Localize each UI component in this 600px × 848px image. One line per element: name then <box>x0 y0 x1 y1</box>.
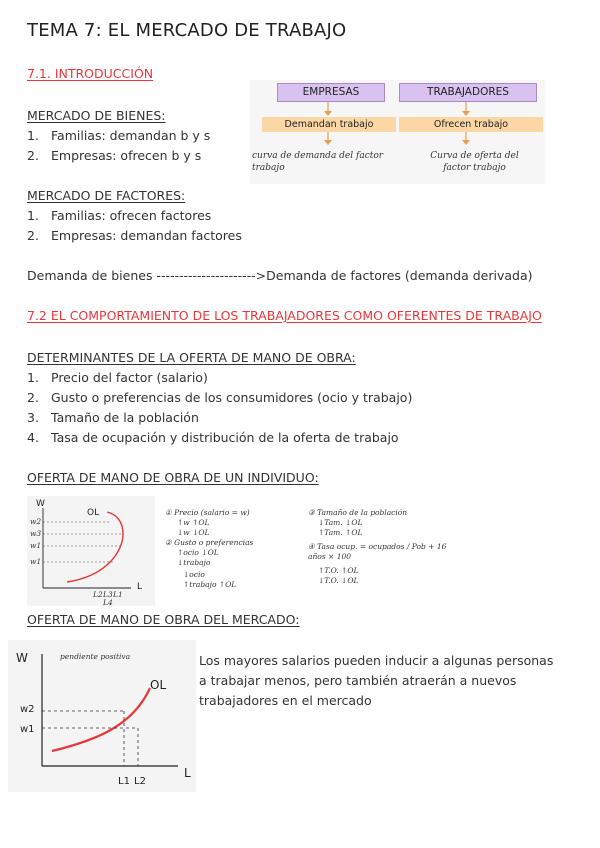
individuo-x-tick: L2 <box>93 590 103 599</box>
individuo-y-tick: w1 <box>30 541 42 550</box>
individuo-y-tick: w3 <box>30 529 42 538</box>
mercado-factores-heading: MERCADO DE FACTORES: <box>27 188 186 203</box>
page-title: TEMA 7: EL MERCADO DE TRABAJO <box>27 20 347 41</box>
mercado-factores-list <box>27 206 287 246</box>
list-item: 3. Tamaño de la población <box>27 410 199 425</box>
individuo-y-tick: w2 <box>30 517 42 526</box>
ofrecen-trabajo-box: Ofrecen trabajo <box>399 117 543 132</box>
individuo-x-tick: L3 <box>103 590 113 599</box>
mercado-bienes-list <box>27 126 257 166</box>
curva-oferta-note: Curva de oferta del factor trabajo <box>430 151 519 173</box>
individuo-graph <box>27 496 155 606</box>
section-heading-comportamiento: 7.2 EL COMPORTAMIENTO DE LOS TRABAJADORES COMO OFERENTES DE TRABAJO <box>27 308 542 323</box>
mercado-w2-label: w2 <box>20 704 35 715</box>
pendiente-note: pendiente positiva <box>60 652 131 661</box>
list-item: 2. Empresas: ofrecen b y s <box>27 148 202 163</box>
list-item: 2. Empresas: demandan factores <box>27 228 242 243</box>
mercado-graph <box>8 640 196 792</box>
individuo-heading: OFERTA DE MANO DE OBRA DE UN INDIVIDUO: <box>27 470 319 485</box>
section-heading-introduccion: 7.1. INTRODUCCIÓN <box>27 66 154 81</box>
mercado-explanation: Los mayores salarios pueden inducir a algunas personas a trabajar menos, pero también atraerán a nuevos trabajadores en el mercado <box>199 653 554 708</box>
mercado-l2-label: L2 <box>134 776 146 787</box>
empresas-trabajadores-diagram <box>250 80 545 184</box>
empresas-box: EMPRESAS <box>277 83 385 102</box>
determinantes-block <box>27 348 587 448</box>
mercado-y-label: W <box>16 651 28 665</box>
individuo-notes-right: ③ Tamaño de la población ↓Tam. ↓OL ↑Tam. ↑OL ④ Tasa ocup. = ocupados / Pob + 16 años × 100 ↑T.O. ↑OL ↓T.O. ↓OL <box>308 508 447 585</box>
mercado-graph-svg <box>8 640 196 792</box>
demandan-trabajo-box: Demandan trabajo <box>262 117 396 132</box>
list-item: 2. Gusto o preferencias de los consumidores (ocio y trabajo) <box>27 390 413 405</box>
mercado-bienes-heading: MERCADO DE BIENES: <box>27 108 166 123</box>
mercado-l1-label: L1 <box>118 776 130 787</box>
mercado-factores-block <box>27 186 287 246</box>
list-item: 1. Familias: ofrecen factores <box>27 208 212 223</box>
mercado-curve-label: OL <box>150 678 167 692</box>
determinantes-list <box>27 368 587 448</box>
mercado-x-label: L <box>184 766 191 780</box>
list-item: 4. Tasa de ocupación y distribución de la oferta de trabajo <box>27 430 399 445</box>
demanda-derivada-line: Demanda de bienes ---------------------->Demanda de factores (demanda derivada) <box>27 268 533 283</box>
individuo-x-tick: L4 <box>103 598 113 607</box>
individuo-y-tick: w1 <box>30 557 42 566</box>
list-item: 1. Familias: demandan b y s <box>27 128 211 143</box>
mercado-bienes-block <box>27 106 257 166</box>
mercado-heading: OFERTA DE MANO DE OBRA DEL MERCADO: <box>27 612 300 627</box>
individuo-y-label: W <box>36 499 45 509</box>
individuo-curve-label: OL <box>87 508 100 518</box>
determinantes-heading: DETERMINANTES DE LA OFERTA DE MANO DE OBRA: <box>27 350 356 365</box>
trabajadores-box: TRABAJADORES <box>399 83 537 102</box>
mercado-w1-label: w1 <box>20 724 35 735</box>
individuo-x-tick: L1 <box>113 590 123 599</box>
curva-demanda-note: curva de demanda del factor trabajo <box>252 151 384 173</box>
individuo-x-label: L <box>137 582 143 592</box>
individuo-notes-left: ① Precio (salario = w) ↑w ↑OL ↓w ↓OL ② Gusto o preferencias ↑ocio ↓OL ↓trabajo ↓ocio ↑trabajo ↑OL <box>165 508 254 589</box>
list-item: 1. Precio del factor (salario) <box>27 370 208 385</box>
